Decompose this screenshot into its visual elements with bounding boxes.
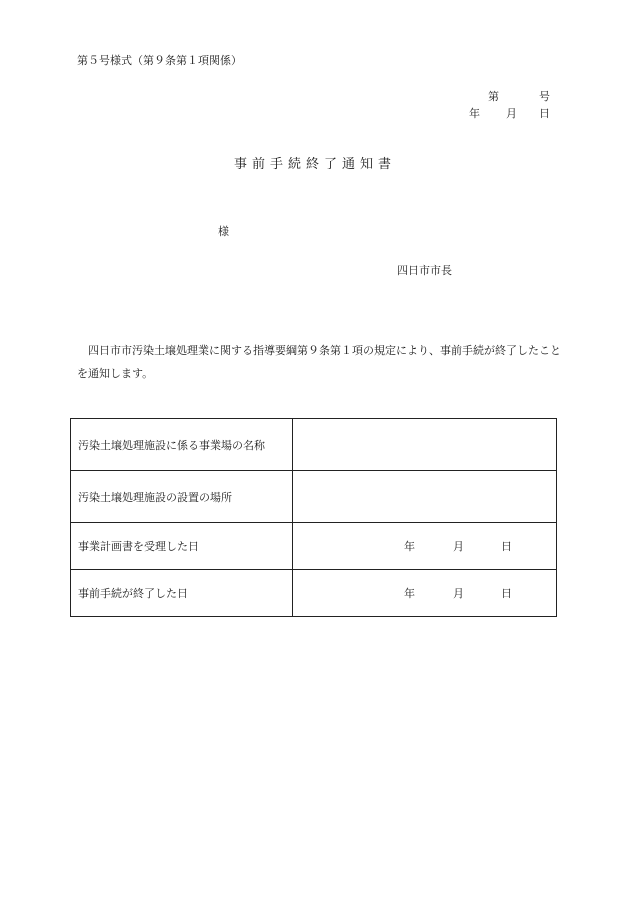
- issuer-name: 四日市市長: [397, 264, 452, 277]
- document-title: 事前手続終了通知書: [233, 157, 396, 172]
- facility-site-name-label: 汚染土壌処理施設に係る事業場の名称: [71, 419, 293, 471]
- issue-date-day: 日: [539, 107, 550, 120]
- document-number-suffix: 号: [539, 90, 550, 103]
- plan-received-date-value: [293, 523, 557, 570]
- facility-location-value: [293, 471, 557, 523]
- table-row: [71, 419, 557, 471]
- table-row: [71, 471, 557, 523]
- addressee-honorific: 様: [218, 225, 229, 238]
- procedure-end-date-value: [293, 570, 557, 617]
- facility-site-name-value: [293, 419, 557, 471]
- procedure-end-month: 月: [453, 587, 464, 600]
- issue-date-year: 年: [469, 107, 480, 120]
- plan-received-year: 年: [404, 540, 415, 553]
- document-number-prefix: 第: [488, 90, 499, 103]
- procedure-end-date-label: 事前手続が終了した日: [71, 570, 293, 617]
- plan-received-date-label: 事業計画書を受理した日: [71, 523, 293, 570]
- plan-received-month: 月: [453, 540, 464, 553]
- issue-date-month: 月: [506, 107, 517, 120]
- facility-location-label: 汚染土壌処理施設の設置の場所: [71, 471, 293, 523]
- table-row: [71, 523, 557, 570]
- table-row: [71, 570, 557, 617]
- details-table: [70, 418, 557, 617]
- procedure-end-year: 年: [404, 587, 415, 600]
- procedure-end-day: 日: [501, 587, 512, 600]
- plan-received-day: 日: [501, 540, 512, 553]
- body-paragraph: 四日市市汚染土壌処理業に関する指導要綱第９条第１項の規定により、事前手続が終了したことを通知します。: [77, 344, 561, 380]
- form-number-label: 第５号様式（第９条第１項関係）: [77, 54, 242, 67]
